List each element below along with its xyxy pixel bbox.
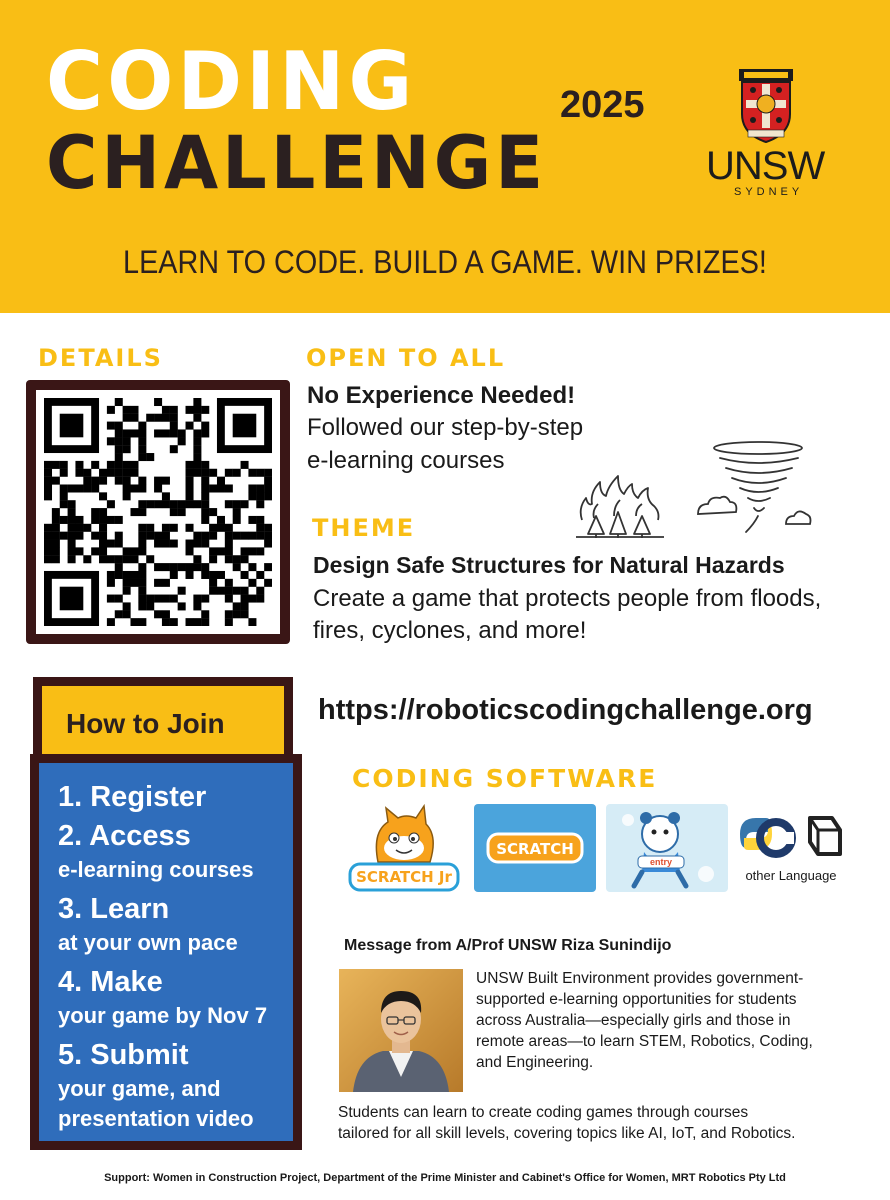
message-line: and Engineering. — [476, 1054, 594, 1071]
step-5-detail-2: presentation video — [58, 1106, 254, 1131]
step-3-title: 3. Learn — [58, 893, 170, 925]
step-5-title: 5. Submit — [58, 1039, 189, 1071]
message-line: remote areas—to learn STEM, Robotics, Coding, — [476, 1033, 813, 1050]
other-language-logo — [736, 808, 846, 892]
step-3-detail: at your own pace — [58, 930, 238, 955]
title-challenge: CHALLENGE — [46, 119, 548, 206]
step-2-title: 2. Access — [58, 820, 191, 852]
open-line-1: Followed our step-by-step — [307, 414, 584, 441]
scratch-logo — [474, 804, 596, 892]
person-photo-icon — [339, 969, 463, 1092]
entry-mascot-icon — [606, 804, 728, 892]
step-4-title: 4. Make — [58, 966, 163, 998]
theme-heading: THEME — [312, 514, 416, 542]
unsw-crest-icon — [738, 68, 794, 144]
entry-label: entry — [649, 857, 672, 867]
entry-logo — [606, 804, 728, 892]
open-to-all-heading: OPEN TO ALL — [306, 344, 506, 372]
title-coding: CODING — [46, 35, 417, 129]
theme-title: Design Safe Structures for Natural Hazards — [313, 552, 785, 578]
scratch-label: SCRATCH — [496, 840, 574, 858]
unsw-logo-text: UNSW — [706, 144, 825, 188]
how-to-join-tab — [33, 677, 293, 756]
message-title: Message from A/Prof UNSW Riza Sunindijo — [344, 937, 672, 954]
other-language-label: other Language — [745, 868, 837, 883]
year-label: 2025 — [560, 84, 645, 126]
message-body — [476, 968, 868, 1073]
message-line: tailored for all skill levels, covering topics like AI, IoT, and Robotics. — [338, 1125, 796, 1142]
message-line: UNSW Built Environment provides government- — [476, 970, 804, 987]
how-to-join-heading: How to Join — [66, 708, 225, 739]
unsw-logo-subtext: SYDNEY — [734, 186, 804, 198]
step-2-detail: e-learning courses — [58, 857, 254, 882]
theme-line-2: fires, cyclones, and more! — [313, 617, 587, 644]
header-banner — [0, 0, 890, 313]
message-body-2 — [338, 1102, 878, 1144]
scratchjr-logo — [344, 802, 464, 894]
python-c-unity-icon — [736, 808, 846, 866]
message-line: Students can learn to create coding games through courses — [338, 1104, 749, 1121]
cyclone-icon — [694, 438, 812, 536]
theme-line-1: Create a game that protects people from floods, — [313, 585, 822, 612]
message-line: supported e-learning opportunities for students — [476, 991, 797, 1008]
open-line-2: e-learning courses — [307, 447, 505, 474]
step-4-detail: your game by Nov 7 — [58, 1003, 268, 1028]
no-experience-text: No Experience Needed! — [307, 382, 576, 409]
professor-portrait — [339, 969, 463, 1092]
wildfire-icon — [574, 472, 666, 538]
qr-code-icon[interactable] — [44, 398, 272, 626]
tagline: LEARN TO CODE. BUILD A GAME. WIN PRIZES! — [123, 244, 767, 280]
scratchjr-label: SCRATCH Jr — [356, 868, 452, 886]
qr-code-frame[interactable] — [26, 380, 290, 644]
support-footer: Support: Women in Construction Project, Department of the Prime Minister and Cabinet's Office for Women, MRT Robotics Pty Ltd — [104, 1172, 786, 1184]
details-heading: DETAILS — [38, 344, 163, 372]
step-1-title: 1. Register — [58, 781, 207, 813]
step-5-detail: your game, and — [58, 1076, 221, 1101]
steps-panel — [30, 754, 302, 1150]
website-link[interactable]: https://roboticscodingchallenge.org — [318, 694, 813, 726]
message-line: across Australia—especially girls and those in — [476, 1012, 791, 1029]
coding-software-heading: CODING SOFTWARE — [352, 764, 658, 793]
